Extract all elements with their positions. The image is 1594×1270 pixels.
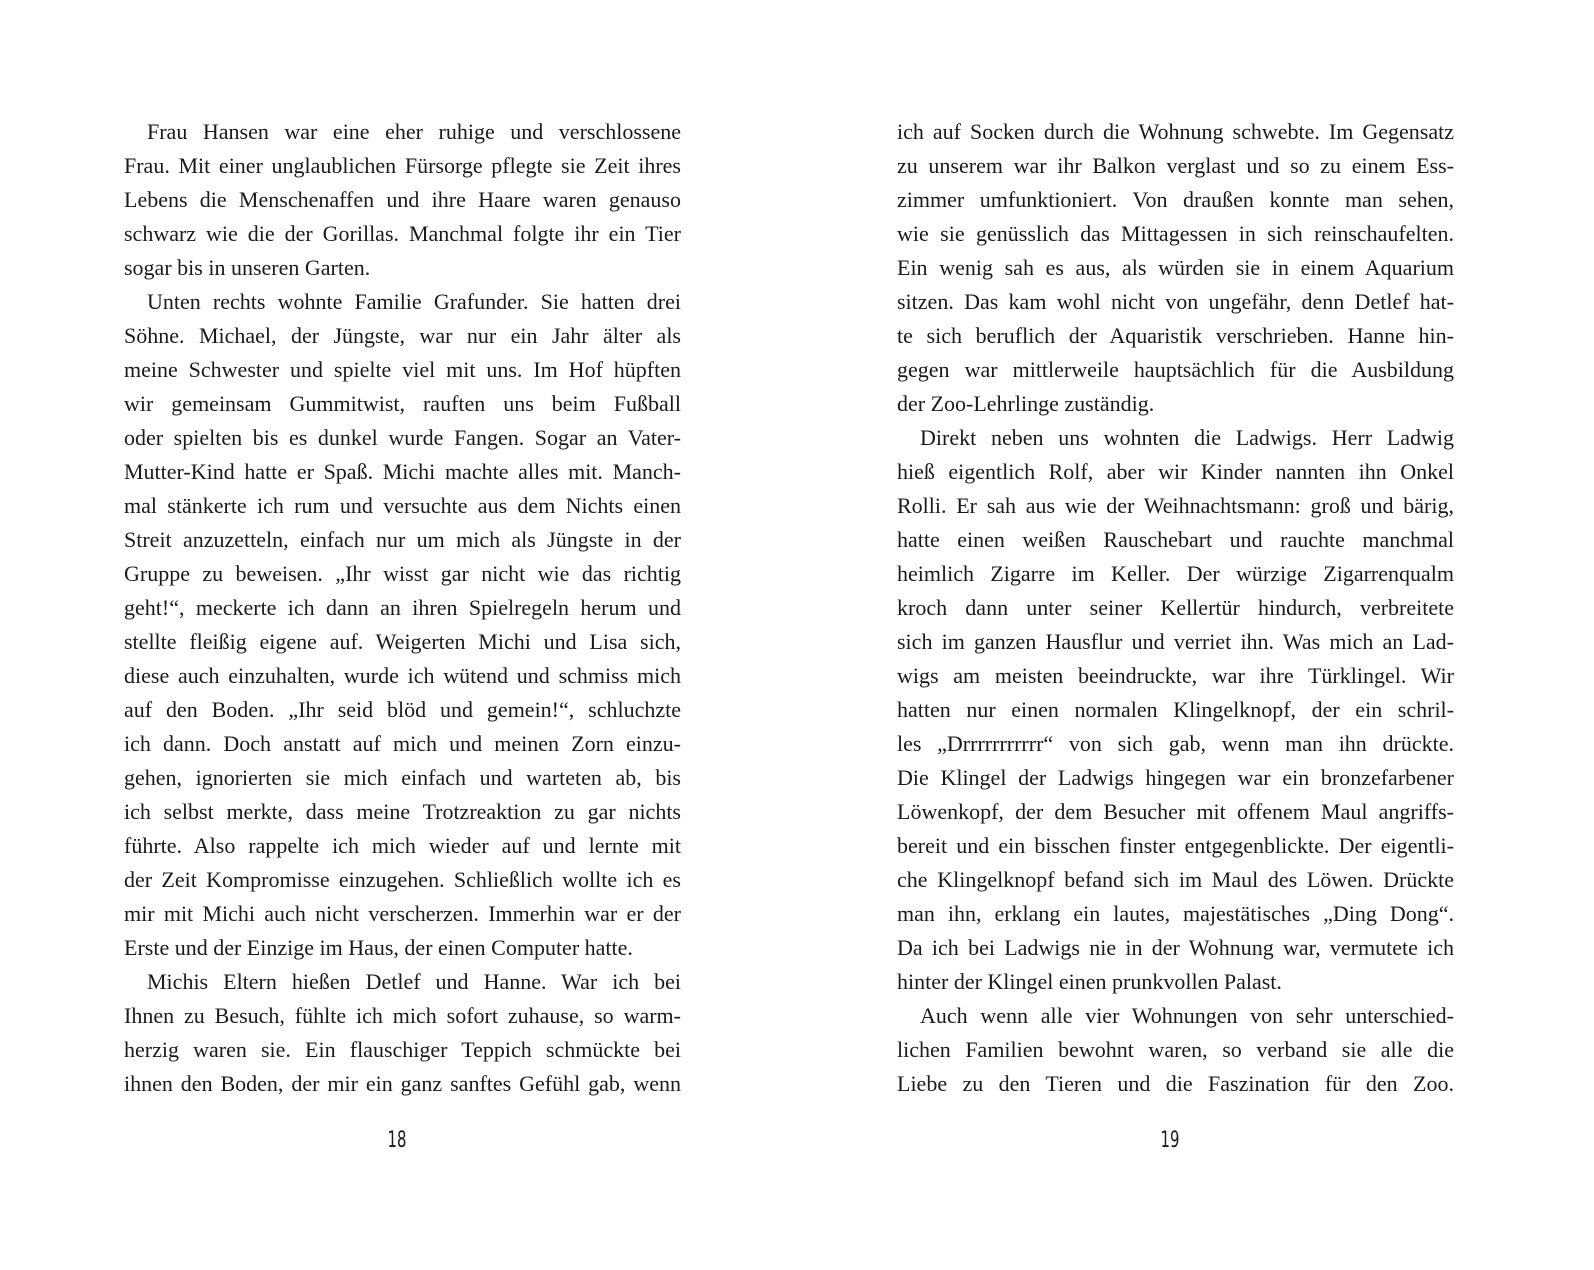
text-line: Gruppe zu beweisen. „Ihr wisst gar nicht wie das richtig [124, 561, 681, 586]
text-line: hieß eigentlich Rolf, aber wir Kinder nannten ihn Onkel [897, 459, 1454, 484]
text-line: les „Drrrrrrrrrrr“ von sich gab, wenn man ihn drückte. [897, 731, 1454, 756]
text-line: der Zoo-Lehrlinge zuständig. [897, 391, 1155, 416]
text-line: Streit anzuzetteln, einfach nur um mich als Jüngste in der [124, 527, 681, 552]
text-line: hatte einen weißen Rauschebart und rauchte manchmal [897, 527, 1454, 552]
text-line: Söhne. Michael, der Jüngste, war nur ein Jahr älter als [124, 323, 681, 348]
text-line: wigs am meisten beeindruckte, war ihre Türklingel. Wir [897, 663, 1454, 688]
text-line: Auch wenn alle vier Wohnungen von sehr unterschied- [920, 1003, 1454, 1028]
text-line: zu unserem war ihr Balkon verglast und so zu einem Ess- [897, 153, 1454, 178]
text-line: ihnen den Boden, der mir ein ganz sanftes Gefühl gab, wenn [124, 1071, 681, 1096]
text-line: zimmer umfunktioniert. Von draußen konnte man sehen, [897, 187, 1454, 212]
text-line: Liebe zu den Tieren und die Faszination für den Zoo. [897, 1071, 1454, 1096]
text-line: mal stänkerte ich rum und versuchte aus dem Nichts einen [124, 493, 681, 518]
text-line: sogar bis in unseren Garten. [124, 255, 371, 280]
text-line: diese auch einzuhalten, wurde ich wütend und schmiss mich [124, 663, 681, 688]
text-line: Löwenkopf, der dem Besucher mit offenem Maul angriffs- [897, 799, 1454, 824]
text-line: hinter der Klingel einen prunkvollen Palast. [897, 969, 1282, 994]
text-line: Ein wenig sah es aus, als würden sie in einem Aquarium [897, 255, 1454, 280]
text-line: mir mit Michi auch nicht verscherzen. Immerhin war er der [124, 901, 681, 926]
text-line: Frau Hansen war eine eher ruhige und verschlossene [147, 119, 681, 144]
text-line: schwarz wie die der Gorillas. Manchmal folgte ihr ein Tier [124, 221, 681, 246]
text-line: kroch dann unter seiner Kellertür hindurch, verbreitete [897, 595, 1454, 620]
text-line: auf den Boden. „Ihr seid blöd und gemein!“, schluchzte [124, 697, 681, 722]
text-line: ich dann. Doch anstatt auf mich und meinen Zorn einzu- [124, 731, 681, 756]
text-line: herzig waren sie. Ein flauschiger Teppich schmückte bei [124, 1037, 681, 1062]
text-line: gehen, ignorierten sie mich einfach und warteten ab, bis [124, 765, 681, 790]
text-line: führte. Also rappelte ich mich wieder auf und lernte mit [124, 833, 681, 858]
text-line: geht!“, meckerte ich dann an ihren Spielregeln herum und [124, 595, 681, 620]
text-line: man ihn, erklang ein lautes, majestätisches „Ding Dong“. [897, 901, 1454, 926]
text-line: Erste und der Einzige im Haus, der einen Computer hatte. [124, 935, 633, 960]
text-line: Michis Eltern hießen Detlef und Hanne. War ich bei [147, 969, 681, 994]
text-line: heimlich Zigarre im Keller. Der würzige Zigarrenqualm [897, 561, 1454, 586]
text-line: Da ich bei Ladwigs nie in der Wohnung war, vermutete ich [897, 935, 1454, 960]
left-page-text [124, 115, 681, 1101]
text-line: Direkt neben uns wohnten die Ladwigs. Herr Ladwig [920, 425, 1454, 450]
text-line: che Klingelknopf befand sich im Maul des Löwen. Drückte [897, 867, 1454, 892]
text-line: bereit und ein bisschen finster entgegenblickte. Der eigentli- [897, 833, 1454, 858]
text-line: der Zeit Kompromisse einzugehen. Schließlich wollte ich es [124, 867, 681, 892]
text-line: Ihnen zu Besuch, fühlte ich mich sofort zuhause, so warm- [124, 1003, 681, 1028]
text-line: te sich beruflich der Aquaristik verschrieben. Hanne hin- [897, 323, 1454, 348]
text-line: Die Klingel der Ladwigs hingegen war ein bronzefarbener [897, 765, 1454, 790]
text-line: wie sie genüsslich das Mittagessen in sich reinschaufelten. [897, 221, 1454, 246]
text-line: Lebens die Menschenaffen und ihre Haare waren genauso [124, 187, 681, 212]
text-line: lichen Familien bewohnt waren, so verband sie alle die [897, 1037, 1454, 1062]
text-line: Unten rechts wohnte Familie Grafunder. Sie hatten drei [147, 289, 681, 314]
page-number: 18 [387, 1128, 407, 1153]
text-line: stellte fleißig eigene auf. Weigerten Michi und Lisa sich, [124, 629, 681, 654]
text-line: ich selbst merkte, dass meine Trotzreaktion zu gar nichts [124, 799, 681, 824]
text-line: Rolli. Er sah aus wie der Weihnachtsmann: groß und bärig, [897, 493, 1454, 518]
text-line: sitzen. Das kam wohl nicht von ungefähr, denn Detlef hat- [897, 289, 1454, 314]
text-line: wir gemeinsam Gummitwist, rauften uns beim Fußball [124, 391, 681, 416]
text-line: hatten nur einen normalen Klingelknopf, der ein schril- [897, 697, 1454, 722]
text-line: sich im ganzen Hausflur und verriet ihn. Was mich an Lad- [897, 629, 1454, 654]
text-line: gegen war mittlerweile hauptsächlich für die Ausbildung [897, 357, 1454, 382]
right-page [797, 0, 1594, 1270]
text-line: meine Schwester und spielte viel mit uns. Im Hof hüpften [124, 357, 681, 382]
text-line: ich auf Socken durch die Wohnung schwebte. Im Gegensatz [897, 119, 1454, 144]
page-number: 19 [1160, 1128, 1180, 1153]
text-line: Mutter-Kind hatte er Spaß. Michi machte alles mit. Manch- [124, 459, 681, 484]
text-line: oder spielten bis es dunkel wurde Fangen. Sogar an Vater- [124, 425, 681, 450]
right-page-text [897, 115, 1454, 1101]
text-line: Frau. Mit einer unglaublichen Fürsorge pflegte sie Zeit ihres [124, 153, 681, 178]
